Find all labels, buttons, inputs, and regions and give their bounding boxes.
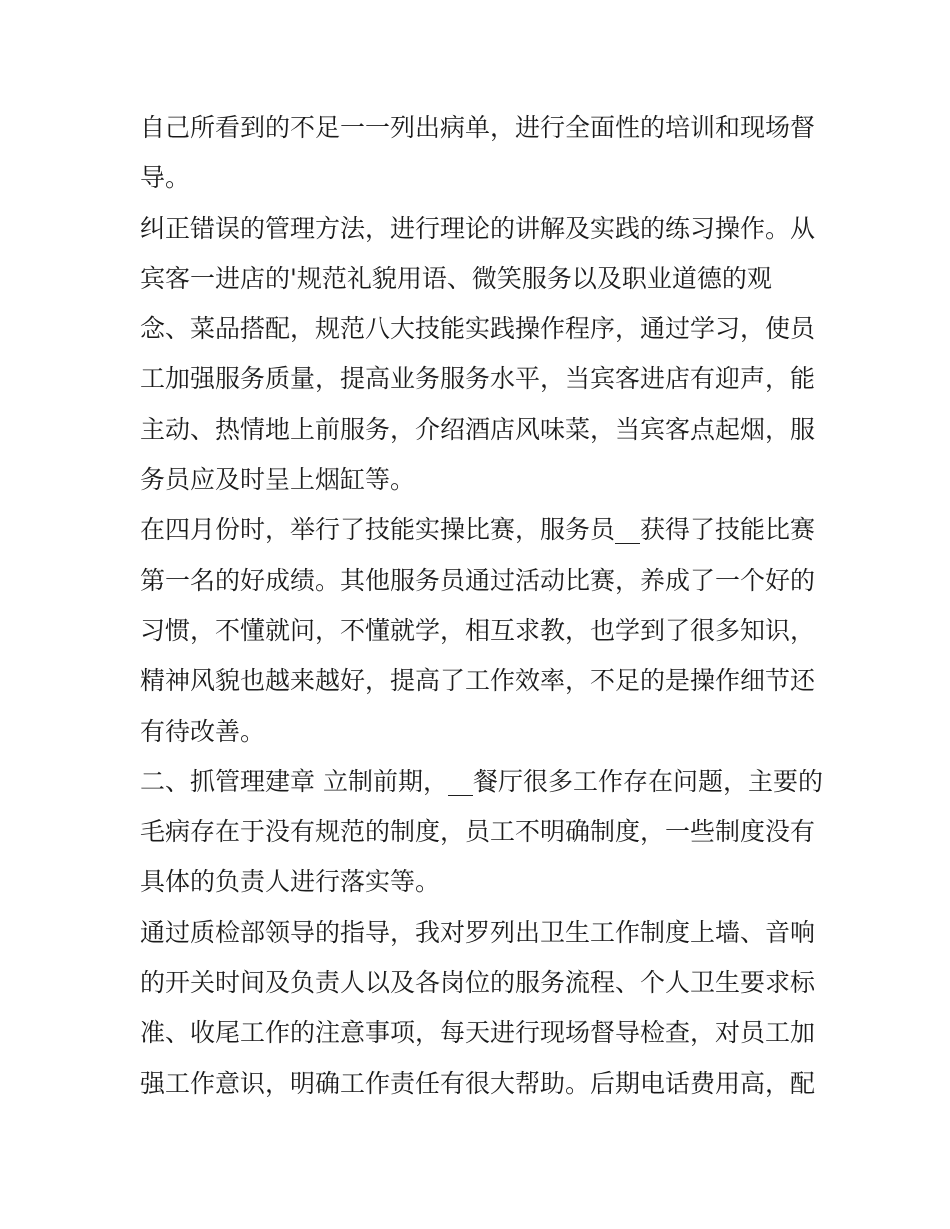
text-line: 导。 [140, 163, 191, 193]
text-line: 二、抓管理建章 立制前期，__餐厅很多工作存在问题，主要的 [140, 766, 823, 796]
text-line: 务员应及时呈上烟缸等。 [140, 465, 416, 495]
text-line: 第一名的好成绩。其他服务员通过活动比赛，养成了一个好的 [140, 565, 816, 595]
document-body [140, 103, 830, 1109]
text-line: 自己所看到的不足一一列出病单，进行全面性的培训和现场督 [140, 113, 816, 142]
text-line: 纠正错误的管理方法，进行理论的讲解及实践的练习操作。从 [140, 213, 816, 243]
text-line: 通过质检部领导的指导，我对罗列出卫生工作制度上墙、音响 [140, 917, 816, 947]
text-line: 习惯，不懂就问，不懂就学，相互求教，也学到了很多知识， [140, 615, 816, 645]
text-line: 强工作意识，明确工作责任有很大帮助。后期电话费用高，配 [140, 1068, 816, 1098]
text-line: 有待改善。 [140, 716, 266, 746]
text-line: 毛病存在于没有规范的制度，员工不明确制度，一些制度没有 [140, 817, 816, 847]
text-line: 宾客一进店的'规范礼貌用语、微笑服务以及职业道德的观 [140, 263, 772, 293]
text-line: 具体的负责人进行落实等。 [140, 867, 441, 897]
text-line: 在四月份时，举行了技能实操比赛，服务员__获得了技能比赛 [140, 515, 816, 545]
text-line: 准、收尾工作的注意事项，每天进行现场督导检查，对员工加 [140, 1018, 816, 1048]
text-line: 的开关时间及负责人以及各岗位的服务流程、个人卫生要求标 [140, 968, 816, 998]
text-line: 工加强服务质量，提高业务服务水平，当宾客进店有迎声，能 [140, 364, 816, 394]
text-line: 主动、热情地上前服务，介绍酒店风味菜，当宾客点起烟，服 [140, 414, 816, 444]
text-line: 精神风貌也越来越好，提高了工作效率，不足的是操作细节还 [140, 666, 816, 696]
text-line: 念、菜品搭配，规范八大技能实践操作程序，通过学习，使员 [140, 314, 816, 344]
